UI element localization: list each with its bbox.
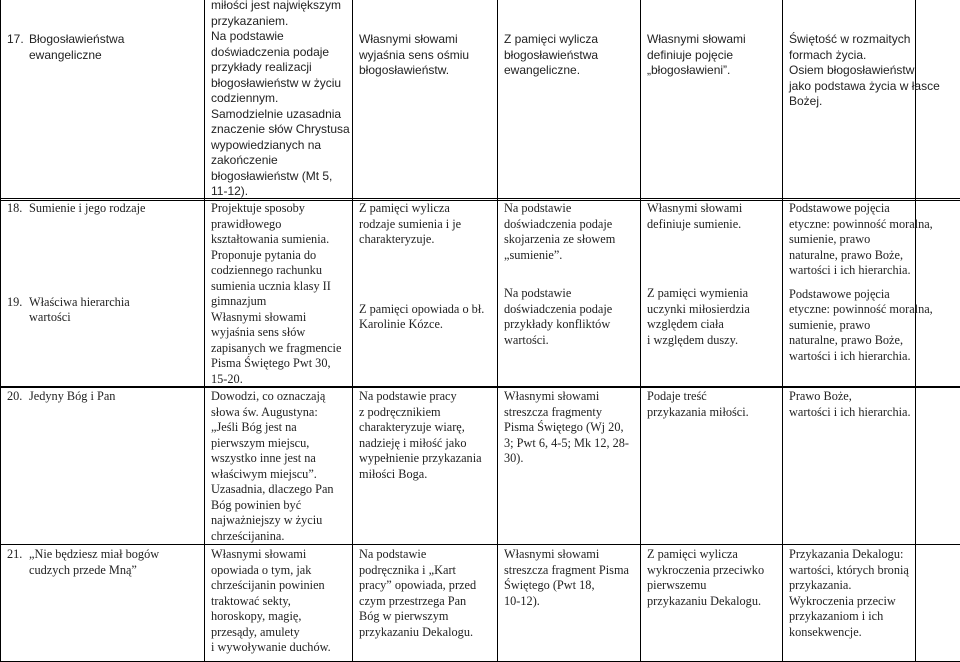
- cell-text-line: Własnymi słowami: [647, 32, 776, 48]
- cell-text-line: rodzaje sumienia i je: [359, 217, 491, 233]
- cell-text-line: Z pamięci wylicza: [647, 547, 776, 563]
- cell-text-line: definiuje pojęcie: [647, 48, 776, 64]
- cell-text-line: konsekwencje.: [789, 625, 909, 641]
- table-row-20: [1, 387, 960, 545]
- cell-text-line: streszcza fragment Pisma: [504, 563, 634, 579]
- lesson-title-line: „Nie będziesz miał bogów: [29, 547, 159, 561]
- cell-text-line: Przykazania Dekalogu:: [789, 547, 909, 563]
- cell-text-line: Własnymi słowami: [647, 201, 776, 217]
- requirements-cell-4: [641, 545, 783, 662]
- requirements-cell-5: [783, 545, 916, 662]
- requirements-cell-1: [205, 545, 353, 662]
- lesson-title-line: Sumienie i jego rodzaje: [29, 201, 145, 215]
- requirements-cell-3: [498, 545, 641, 662]
- requirements-cell-5: [783, 0, 916, 200]
- cell-text-line: Karolinie Kózce.: [359, 317, 491, 333]
- cell-text-line: sumienie, prawo: [789, 318, 909, 334]
- cell-text-line: Prawo Boże,: [789, 389, 909, 405]
- cell-text-line: Samodzielnie uzasadnia: [211, 107, 346, 123]
- cell-text-line: sumienia ucznia klasy II: [211, 279, 346, 295]
- cell-text-line: Własnymi słowami: [359, 32, 491, 48]
- cell-text-line: błogosławieństw (Mt 5,: [211, 169, 346, 185]
- cell-text-line: podręcznika i „Kart: [359, 563, 491, 579]
- cell-text-line: błogosławieństw.: [359, 63, 491, 79]
- cell-text-line: Projektuje sposoby: [211, 201, 346, 217]
- cell-text-line: wypełnienie przykazania: [359, 451, 491, 467]
- cell-text-line: Wykroczenia przeciw: [789, 594, 909, 610]
- cell-text-line: kształtowania sumienia.: [211, 232, 346, 248]
- cell-text-line: błogosławieństw w życiu: [211, 76, 346, 92]
- cell-text-line: przykazania miłości.: [647, 405, 776, 421]
- cell-text-line: 10-12).: [504, 594, 634, 610]
- cell-text-line: znaczenie słów Chrystusa: [211, 122, 346, 138]
- notes-cell: [916, 545, 960, 662]
- cell-text-line: Na podstawie: [211, 29, 346, 45]
- cell-text-line: wartości.: [504, 333, 634, 349]
- cell-text-line: miłości Boga.: [359, 467, 491, 483]
- cell-text-line: słowa św. Augustyna:: [211, 405, 346, 421]
- table-band-3: [0, 386, 960, 651]
- cell-text-line: Świętego (Pwt 18,: [504, 578, 634, 594]
- lesson-number: 19.: [7, 295, 29, 311]
- lesson-title-cell: [1, 199, 205, 388]
- cell-text-line: przykazania.: [789, 578, 909, 594]
- cell-text-line: Na podstawie pracy: [359, 389, 491, 405]
- cell-text-line: chrześcijanin powinien: [211, 578, 346, 594]
- cell-text-line: z podręcznikiem: [359, 405, 491, 421]
- cell-text-line: etyczne: powinność moralna,: [789, 302, 909, 318]
- notes-cell: [916, 0, 960, 200]
- curriculum-table-part-1: [0, 0, 960, 201]
- cell-text-line: Pisma Świętego Pwt 30,: [211, 356, 346, 372]
- lesson-title-line: Właściwa hierarchia: [29, 295, 130, 309]
- cell-text-line: Z pamięci opowiada o bł.: [359, 302, 491, 318]
- lesson-title-line: ewangeliczne: [7, 48, 198, 64]
- cell-text-line: błogosławieństwa: [504, 48, 634, 64]
- requirements-cell-2: [353, 545, 498, 662]
- cell-text-line: przykłady realizacji: [211, 60, 346, 76]
- lesson-number: 20.: [7, 389, 29, 405]
- cell-text-line: 3; Pwt 6, 4-5; Mk 12, 28-: [504, 436, 634, 452]
- cell-text-line: Na podstawie: [504, 286, 634, 302]
- cell-text-line: Własnymi słowami: [504, 547, 634, 563]
- cell-text-line: sumienie, prawo: [789, 232, 909, 248]
- cell-text-line: wyjaśnia sens słów: [211, 325, 346, 341]
- lesson-number: 18.: [7, 201, 29, 217]
- cell-text-line: streszcza fragmenty: [504, 405, 634, 421]
- cell-text-line: Z pamięci wymienia: [647, 286, 776, 302]
- requirements-cell-2: [353, 199, 498, 388]
- cell-text-line: wykroczenia przeciwko: [647, 563, 776, 579]
- requirements-cell-3: [498, 0, 641, 200]
- cell-text-line: wartości i ich hierarchia.: [789, 263, 909, 279]
- cell-text-line: Podstawowe pojęcia: [789, 201, 909, 217]
- table-row-17: [1, 0, 960, 200]
- cell-text-line: „sumienie”.: [504, 248, 634, 264]
- requirements-cell-4: [641, 387, 783, 545]
- cell-text-line: charakteryzuje wiarę,: [359, 420, 491, 436]
- cell-text-line: zapisanych we fragmencie: [211, 341, 346, 357]
- cell-text-line: charakteryzuje.: [359, 232, 491, 248]
- cell-text-line: Bożej.: [789, 94, 909, 110]
- cell-text-line: Podaje treść: [647, 389, 776, 405]
- cell-text-line: naturalne, prawo Boże,: [789, 333, 909, 349]
- cell-text-line: Świętość w rozmaitych: [789, 32, 909, 48]
- cell-text-line: przesądy, amulety: [211, 625, 346, 641]
- lesson-title-line: wartości: [7, 310, 198, 326]
- lesson-number: 21.: [7, 547, 29, 563]
- cell-text-line: Na podstawie: [359, 547, 491, 563]
- cell-text-line: Bóg w pierwszym: [359, 609, 491, 625]
- cell-text-line: Własnymi słowami: [211, 547, 346, 563]
- cell-text-line: „Jeśli Bóg jest na: [211, 420, 346, 436]
- cell-text-line: 11-12).: [211, 184, 346, 200]
- cell-text-line: horoskopy, magię,: [211, 609, 346, 625]
- cell-text-line: Pisma Świętego (Wj 20,: [504, 420, 634, 436]
- requirements-cell-1: [205, 199, 353, 388]
- cell-text-line: doświadczenia podaje: [504, 217, 634, 233]
- cell-text-line: formach życia.: [789, 48, 909, 64]
- cell-text-line: naturalne, prawo Boże,: [789, 248, 909, 264]
- cell-text-line: Osiem błogosławieństw: [789, 63, 909, 79]
- cell-text-line: wyjaśnia sens ośmiu: [359, 48, 491, 64]
- lesson-title-line: Jedyny Bóg i Pan: [29, 389, 115, 403]
- notes-cell: [916, 387, 960, 545]
- cell-text-line: właściwym miejscu”.: [211, 467, 346, 483]
- lesson-number: 17.: [7, 32, 29, 48]
- cell-text-line: Podstawowe pojęcia: [789, 287, 909, 303]
- cell-text-line: zakończenie: [211, 153, 346, 169]
- lesson-title-cell: [1, 0, 205, 200]
- cell-text-line: codziennego rachunku: [211, 263, 346, 279]
- cell-text-line: prawidłowego: [211, 217, 346, 233]
- cell-text-line: „błogosławieni”.: [647, 63, 776, 79]
- lesson-title-line: Błogosławieństwa: [29, 32, 124, 46]
- curriculum-table-part-2: [0, 198, 960, 388]
- cell-text-line: Bóg powinien być: [211, 498, 346, 514]
- requirements-cell-1: [205, 387, 353, 545]
- cell-text-line: chrześcijanina.: [211, 529, 346, 545]
- requirements-cell-3: [498, 387, 641, 545]
- cell-text-line: wypowiedzianych na: [211, 138, 346, 154]
- cell-text-line: ewangeliczne.: [504, 63, 634, 79]
- cell-text-line: 30).: [504, 451, 634, 467]
- cell-text-line: przykłady konfliktów: [504, 317, 634, 333]
- table-row-21: [1, 545, 960, 662]
- cell-text-line: Dowodzi, co oznaczają: [211, 389, 346, 405]
- cell-text-line: Uzasadnia, dlaczego Pan: [211, 482, 346, 498]
- cell-text-line: wartości i ich hierarchia.: [789, 405, 909, 421]
- cell-text-line: codziennym.: [211, 91, 346, 107]
- cell-text-line: i względem duszy.: [647, 333, 776, 349]
- cell-text-line: pracy” opowiada, przed: [359, 578, 491, 594]
- cell-text-line: pierwszemu: [647, 578, 776, 594]
- cell-text-line: i wywoływanie duchów.: [211, 640, 346, 656]
- lesson-title-line: cudzych przede Mną”: [7, 563, 198, 579]
- curriculum-table-part-3: [0, 386, 960, 662]
- cell-text-line: Na podstawie: [504, 201, 634, 217]
- cell-text-line: jako podstawa życia w łasce: [789, 79, 909, 95]
- cell-text-line: przykazaniu Dekalogu.: [647, 594, 776, 610]
- table-band-2: [0, 198, 960, 379]
- cell-text-line: wartości i ich hierarchia.: [789, 349, 909, 365]
- cell-text-line: skojarzenia ze słowem: [504, 232, 634, 248]
- cell-text-line: Z pamięci wylicza: [504, 32, 634, 48]
- cell-text-line: przykazaniom i ich: [789, 609, 909, 625]
- cell-text-line: etyczne: powinność moralna,: [789, 217, 909, 233]
- requirements-cell-3: [498, 199, 641, 388]
- cell-text-line: doświadczenia podaje: [504, 302, 634, 318]
- cell-text-line: czym przestrzega Pan: [359, 594, 491, 610]
- cell-text-line: nadzieję i miłość jako: [359, 436, 491, 452]
- cell-text-line: Proponuje pytania do: [211, 248, 346, 264]
- cell-text-line: uczynki miłosierdzia: [647, 302, 776, 318]
- requirements-cell-5: [783, 199, 916, 388]
- cell-text-line: Z pamięci wylicza: [359, 201, 491, 217]
- cell-text-line: względem ciała: [647, 317, 776, 333]
- requirements-cell-2: [353, 387, 498, 545]
- cell-text-line: doświadczenia podaje: [211, 45, 346, 61]
- cell-text-line: miłości jest największym: [211, 0, 346, 14]
- cell-text-line: 15-20.: [211, 372, 346, 388]
- lesson-title-cell: [1, 387, 205, 545]
- cell-text-line: przykazaniem.: [211, 14, 346, 30]
- cell-text-line: Własnymi słowami: [211, 310, 346, 326]
- cell-text-line: przykazaniu Dekalogu.: [359, 625, 491, 641]
- cell-text-line: pierwszym miejscu,: [211, 436, 346, 452]
- requirements-cell-1: [205, 0, 353, 200]
- cell-text-line: wszystko inne jest na: [211, 451, 346, 467]
- lesson-title-cell: [1, 545, 205, 662]
- cell-text-line: opowiada o tym, jak: [211, 563, 346, 579]
- requirements-cell-2: [353, 0, 498, 200]
- cell-text-line: wartości, których bronią: [789, 563, 909, 579]
- requirements-cell-5: [783, 387, 916, 545]
- cell-text-line: definiuje sumienie.: [647, 217, 776, 233]
- table-band-1: [0, 0, 960, 189]
- cell-text-line: traktować sekty,: [211, 594, 346, 610]
- cell-text-line: Własnymi słowami: [504, 389, 634, 405]
- cell-text-line: najważniejszy w życiu: [211, 513, 346, 529]
- table-row-18-19: [1, 199, 960, 388]
- requirements-cell-4: [641, 0, 783, 200]
- requirements-cell-4: [641, 199, 783, 388]
- cell-text-line: gimnazjum: [211, 294, 346, 310]
